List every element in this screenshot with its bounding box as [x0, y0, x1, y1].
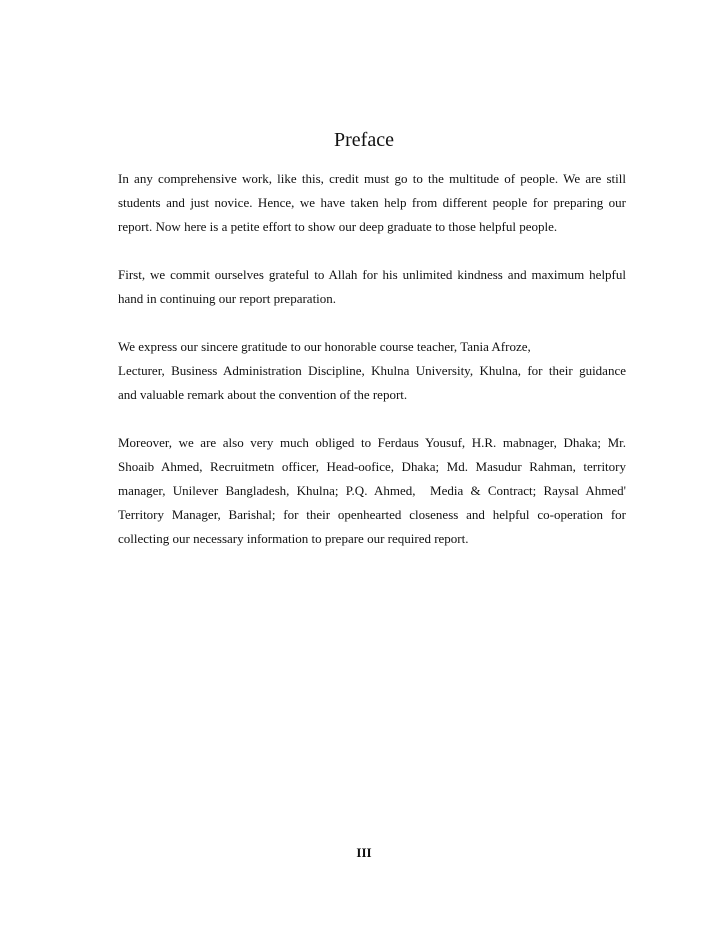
page-number: III	[356, 845, 372, 860]
text-line: report. Now here is a petite effort to show our deep graduate to those helpful people.	[118, 219, 558, 234]
text-line: Lecturer, Business Administration Discipline, Khulna University, Khulna, for their guidance	[118, 363, 626, 378]
preface-body	[118, 167, 626, 575]
paragraph-gratitude-teacher	[118, 335, 626, 407]
text-line: students and just novice. Hence, we have taken help from different people for preparing our	[118, 195, 626, 210]
paragraph-gratitude-allah	[118, 263, 626, 311]
text-line: and valuable remark about the convention of the report.	[118, 387, 408, 402]
text-line: hand in continuing our report preparation.	[118, 291, 337, 306]
text-line: Shoaib Ahmed, Recruitmetn officer, Head-oofice, Dhaka; Md. Masudur Rahman, territory	[118, 459, 626, 474]
paragraph-gratitude-contacts	[118, 431, 626, 551]
page-title: Preface	[334, 129, 394, 151]
text-line: First, we commit ourselves grateful to Allah for his unlimited kindness and maximum helpful	[118, 267, 626, 282]
text-line: We express our sincere gratitude to our honorable course teacher, Tania Afroze,	[118, 339, 531, 354]
text-line: In any comprehensive work, like this, credit must go to the multitude of people. We are still	[118, 171, 626, 186]
text-line: collecting our necessary information to prepare our required report.	[118, 531, 469, 546]
text-line: Territory Manager, Barishal; for their openhearted closeness and helpful co-operation for	[118, 507, 626, 522]
text-line: manager, Unilever Bangladesh, Khulna; P.Q. Ahmed, Media & Contract; Raysal Ahmed'	[118, 483, 626, 498]
text-line: Moreover, we are also very much obliged to Ferdaus Yousuf, H.R. mabnager, Dhaka; Mr.	[118, 435, 626, 450]
paragraph-acknowledgement-intro	[118, 167, 626, 239]
